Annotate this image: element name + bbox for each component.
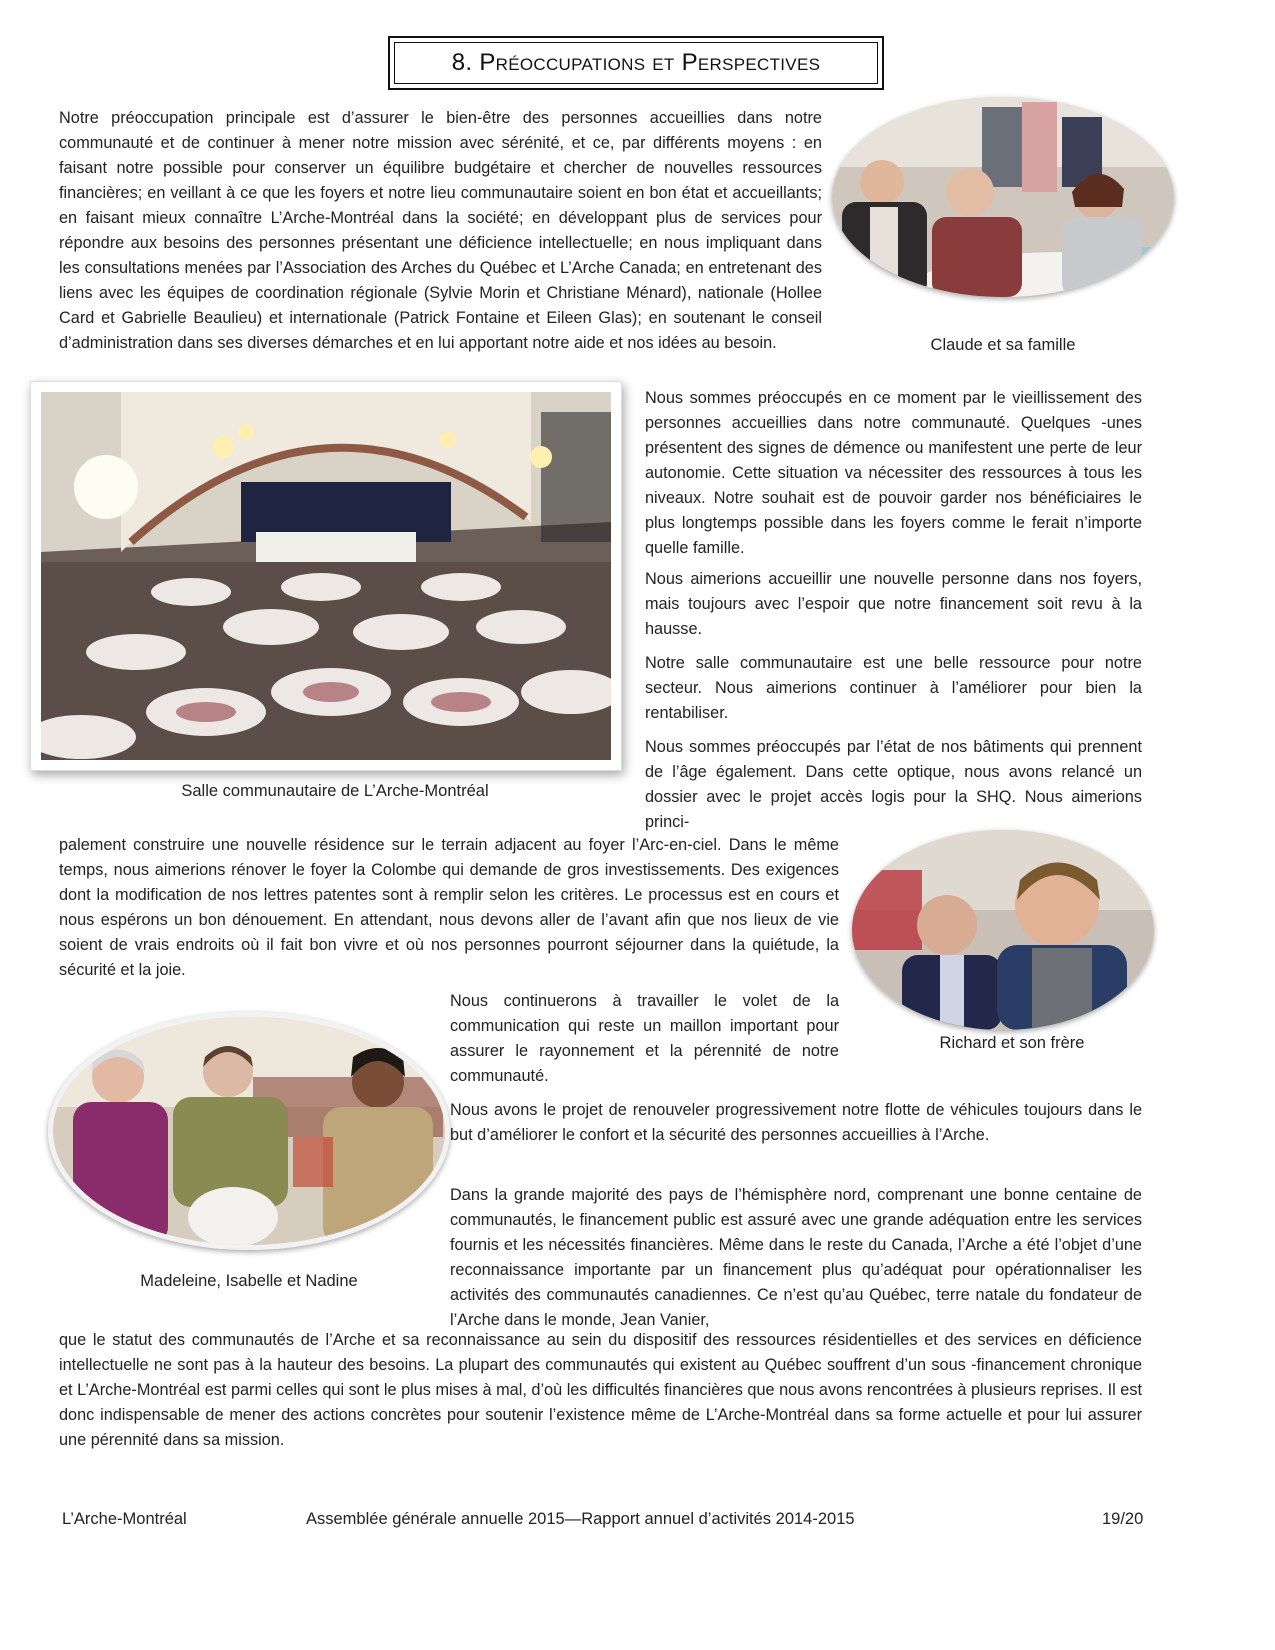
photo-richard-brother [852, 830, 1154, 1030]
paragraph-5b: palement construire une nouvelle résidence sur le terrain adjacent au foyer l’Arc-en-ciel. Dans le même temps, nous aimerions rénover le foyer la Colombe qui demande de gros investissements. Des exigences dont la modification de nos lettres patentes sont à remplir selon les critères. Le processus est en cours et nous espérons un bon dénouement. En attendant, nous devons aller de l’avant afin que nos lieux de vie soient de vrais endroits où il fait bon vivre et où nos personnes pourront séjourner dans la quiétude, la sécurité et la joie. [59, 836, 839, 979]
paragraph-8b: que le statut des communautés de l’Arche et sa reconnaissance au sein du dispositif des ressources résidentielles et des services en déficience intellectuelle ne sont pas à la hauteur des besoins. La plupart des communautés qui existent au Québec souffrent d’un sous -financement chronique et L’Arche-Montréal est parmi celles qui sont le plus mises à mal, d’où les difficultés financières que nous avons rencontrées à plusieurs reprises. Il est donc indispensable de mener des actions concrètes pour soutenir l’existence même de L’Arche-Montréal dans sa forme actuelle et pour lui assurer une pérennité dans sa mission. [59, 1331, 1142, 1449]
paragraph-3: Nous aimerions accueillir une nouvelle personne dans nos foyers, mais toujours avec l’espoir que notre financement soit revu à la hausse. [645, 570, 1142, 638]
photo-madeleine-isabelle-nadine [48, 1012, 450, 1250]
section-title: 8. Préoccupations et Perspectives [394, 42, 878, 84]
paragraph-6: Nous continuerons à travailler le volet de la communication qui reste un maillon important pour assurer le rayonnement et la pérennité de notre communauté. [450, 992, 839, 1085]
photo-claude-family [832, 97, 1174, 297]
caption-claude-family: Claude et sa famille [930, 336, 1076, 354]
paragraph-4: Notre salle communautaire est une belle ressource pour notre secteur. Nous aimerions continuer à l’améliorer pour bien la rentabiliser. [645, 654, 1142, 722]
caption-salle: Salle communautaire de L’Arche-Montréal [181, 782, 489, 800]
footer-page-number: 19/20 [1102, 1510, 1144, 1528]
section-title-box [388, 36, 884, 90]
photo-salle-frame [30, 381, 622, 771]
paragraph-7: Nous avons le projet de renouveler progressivement notre flotte de véhicules toujours dans le but d’améliorer le confort et la sécurité des personnes accueillies à l’Arche. [450, 1101, 1142, 1144]
photo-salle-communautaire [41, 392, 611, 760]
paragraph-1: Notre préoccupation principale est d’assurer le bien-être des personnes accueillies dans notre communauté et de continuer à mener notre mission avec sérénité, et ce, par différents moyens : en faisant notre possible pour conserver un équilibre budgétaire et chercher de nouvelles ressources financières; en veillant à ce que les foyers et notre lieu communautaire soient en bon état et accueillants; en faisant mieux connaître L’Arche-Montréal dans la société; en développant plus de services pour répondre aux besoins des personnes présentant une déficience intellectuelle; en nous impliquant dans les consultations menées par l’Association des Arches du Québec et L’Arche Canada; en entretenant des liens avec les équipes de coordination régionale (Sylvie Morin et Christiane Ménard), nationale (Hollee Card et Gabrielle Beaulieu) et internationale (Patrick Fontaine et Eileen Glas); en soutenant le conseil d’administration dans ses diverses démarches et en lui apportant notre aide et nos idées au besoin. [59, 109, 822, 352]
paragraph-5a: Nous sommes préoccupés par l’état de nos bâtiments qui prennent de l’âge également. Dans cette optique, nous avons relancé un dossier avec le projet accès logis pour la SHQ. Nous aimerions princi- [645, 738, 1142, 831]
paragraph-8a: Dans la grande majorité des pays de l’hémisphère nord, comprenant une bonne centaine de communautés, le financement public est assuré avec une grande adéquation entre les services fournis et les nécessités financières. Même dans le reste du Canada, l’Arche a été l’objet d’une reconnaissance importante par un financement plus qu’adéquat pour opérationnaliser les activités des communautés canadiennes. Ce n’est qu’au Québec, terre natale du fondateur de l’Arche dans le monde, Jean Vanier, [450, 1186, 1142, 1329]
caption-richard: Richard et son frère [939, 1034, 1085, 1052]
footer-report-title: Assemblée générale annuelle 2015—Rapport annuel d’activités 2014-2015 [306, 1510, 855, 1528]
paragraph-2: Nous sommes préoccupés en ce moment par le vieillissement des personnes accueillies dans notre communauté. Quelques -unes présentent des signes de démence ou manifestent une perte de leur autonomie. Cette situation va nécessiter des ressources à tous les niveaux. Notre souhait est de pouvoir garder nos bénéficiaires le plus longtemps possible dans les foyers comme le ferait n’importe quelle famille. [645, 389, 1142, 557]
caption-madeleine: Madeleine, Isabelle et Nadine [140, 1272, 358, 1290]
footer-organization: L’Arche-Montréal [62, 1510, 187, 1528]
